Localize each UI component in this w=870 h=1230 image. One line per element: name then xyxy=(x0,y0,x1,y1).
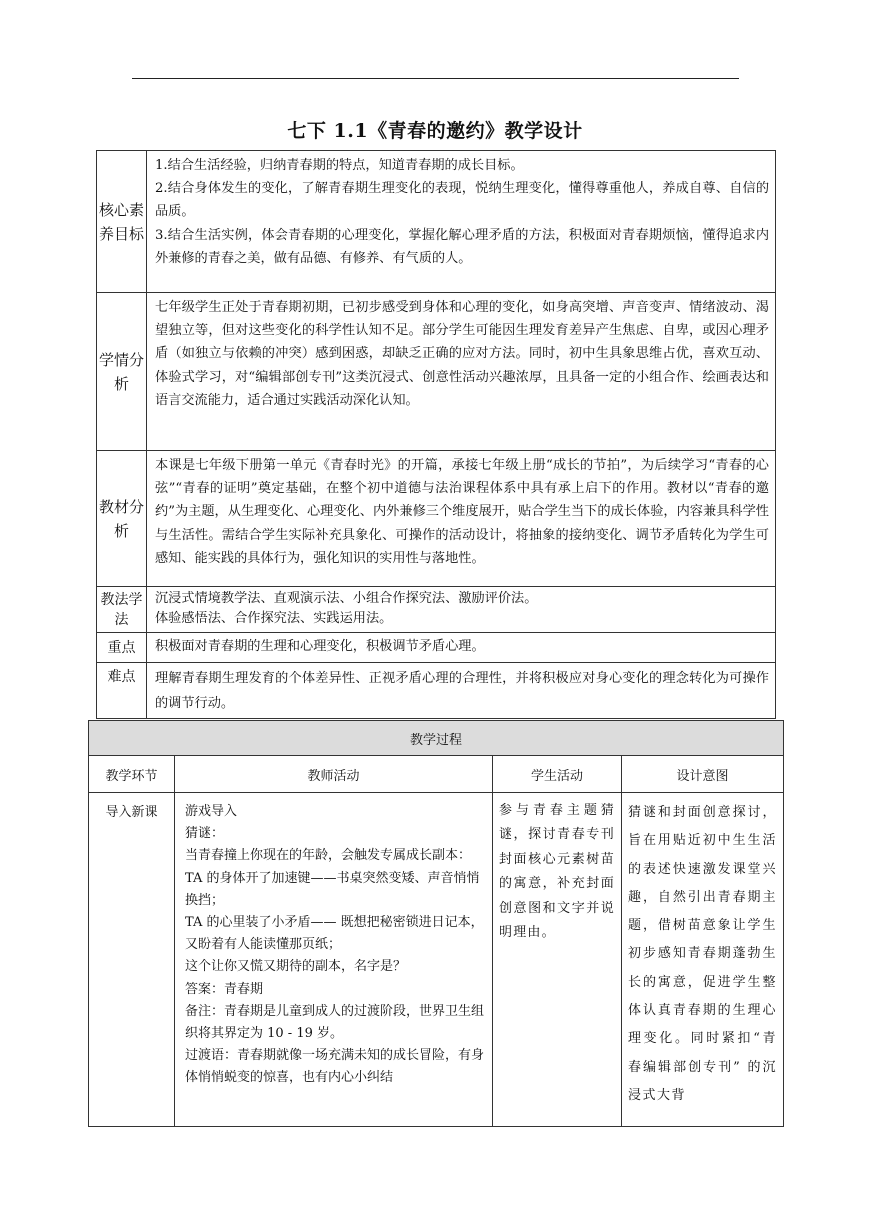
teacher-line: TA 的身体开了加速键——书桌突然变矮、声音悄悄换挡； xyxy=(185,870,480,908)
student-analysis-label: 学情分析 xyxy=(97,293,147,451)
teacher-line: 当青春撞上你现在的年龄，会触发专属成长副本： xyxy=(185,848,472,864)
process-table xyxy=(88,720,784,1127)
design-intent-cell: 猜谜和封面创意探讨，旨在用贴近初中生生活的表述快速激发课堂兴趣，自然引出青春期主题，借树苗意象让学生初步感知青春期蓬勃生长的寓意，促进学生整体认真青春期的生理心理变化。同时紧扣“青春编辑部创专刊” 的沉浸式大背 xyxy=(622,793,784,1127)
teacher-line: 备注：青春期是儿童到成人的过渡阶段，世界卫生组织将其界定为 10 - 19 岁。 xyxy=(185,1003,485,1042)
goals-label: 核心素养目标 xyxy=(97,151,147,293)
methods-content xyxy=(147,587,776,633)
teacher-line: 猜谜： xyxy=(185,826,225,842)
teacher-line: 游戏导入 xyxy=(185,804,238,819)
student-activity-cell: 参与青春主题猜谜，探讨青春专刊封面核心元素树苗的寓意，补充封面创意图和文字并说明理由。 xyxy=(493,793,622,1127)
column-header-teacher: 教师活动 xyxy=(175,756,493,793)
student-analysis-text: 七年级学生正处于青春期初期，已初步感受到身体和心理的变化，如身高突增、声音变声、情绪波动、渴望独立等，但对这些变化的科学性认知不足。部分学生可能因生理发育差异产生焦虑、自卑，或因心理矛盾（如独立与依赖的冲突）感到困惑，却缺乏正确的应对方法。同时，初中生具象思维占优，喜欢互动、体验式学习，对“编辑部创专刊”这类沉浸式、创意性活动兴趣浓厚，且具备一定的小组合作、绘画表达和语言交流能力，适合通过实践活动深化认知。 xyxy=(147,293,776,451)
difficulty-text: 理解青春期生理发育的个体差异性、正视矛盾心理的合理性，并将积极应对身心变化的理念转化为可操作的调节行动。 xyxy=(147,663,776,719)
goal-item: 3.结合生活实例，体会青春期的心理变化，掌握化解心理矛盾的方法，积极面对青春期烦恼，懂得追求内外兼修的青春之美，做有品德、有修养、有气质的人。 xyxy=(155,227,769,266)
key-point-text: 积极面对青春期的生理和心理变化，积极调节矛盾心理。 xyxy=(147,633,776,663)
segment-cell: 导入新课 xyxy=(89,793,175,1127)
methods-label: 教法学法 xyxy=(97,587,147,633)
column-header-intent: 设计意图 xyxy=(622,756,784,793)
header-rule xyxy=(132,78,739,79)
teacher-line: 这个让你又慌又期待的副本，名字是？ xyxy=(185,959,407,975)
overview-table xyxy=(96,150,776,719)
goal-item: 1.结合生活经验，归纳青春期的特点，知道青春期的成长目标。 xyxy=(155,158,524,173)
teacher-line: 答案：青春期 xyxy=(185,981,264,997)
difficulty-label: 难点 xyxy=(97,663,147,719)
textbook-analysis-text: 本课是七年级下册第一单元《青春时光》的开篇，承接七年级上册“成长的节拍”，为后续学习“青春的心弦”“青春的证明”奠定基础，在整个初中道德与法治课程体系中具有承上启下的作用。教材以“青春的邀约”为主题，从生理变化、心理变化、内外兼修三个维度展开，贴合学生当下的成长体验，内容兼具科学性与生活性。需结合学生实际补充具象化、可操作的活动设计，将抽象的接纳变化、调节矛盾转化为学生可感知、能实践的具体行为，强化知识的实用性与落地性。 xyxy=(147,451,776,587)
document-title: 七下 1.1《青春的邀约》教学设计 xyxy=(287,120,583,142)
learning-methods: 体验感悟法、合作探究法、实践运用法。 xyxy=(155,611,393,626)
teacher-line: TA 的心里装了小矛盾—— 既想把秘密锁进日记本，又盼着有人能读懂那页纸； xyxy=(185,915,484,953)
teaching-methods: 沉浸式情境教学法、直观演示法、小组合作探究法、激励评价法。 xyxy=(155,591,538,606)
goals-content xyxy=(147,151,776,293)
teacher-line: 过渡语：青春期就像一场充满未知的成长冒险，有身体悄悄蜕变的惊喜，也有内心小纠结 xyxy=(185,1048,485,1086)
column-header-segment: 教学环节 xyxy=(89,756,175,793)
column-header-student: 学生活动 xyxy=(493,756,622,793)
table-row xyxy=(89,793,784,1127)
textbook-analysis-label: 教材分析 xyxy=(97,451,147,587)
key-point-label: 重点 xyxy=(97,633,147,663)
teacher-activity-cell xyxy=(175,793,493,1127)
goal-item: 2.结合身体发生的变化，了解青春期生理变化的表现，悦纳生理变化，懂得尊重他人，养成自尊、自信的品质。 xyxy=(155,181,769,220)
process-header: 教学过程 xyxy=(89,721,784,756)
